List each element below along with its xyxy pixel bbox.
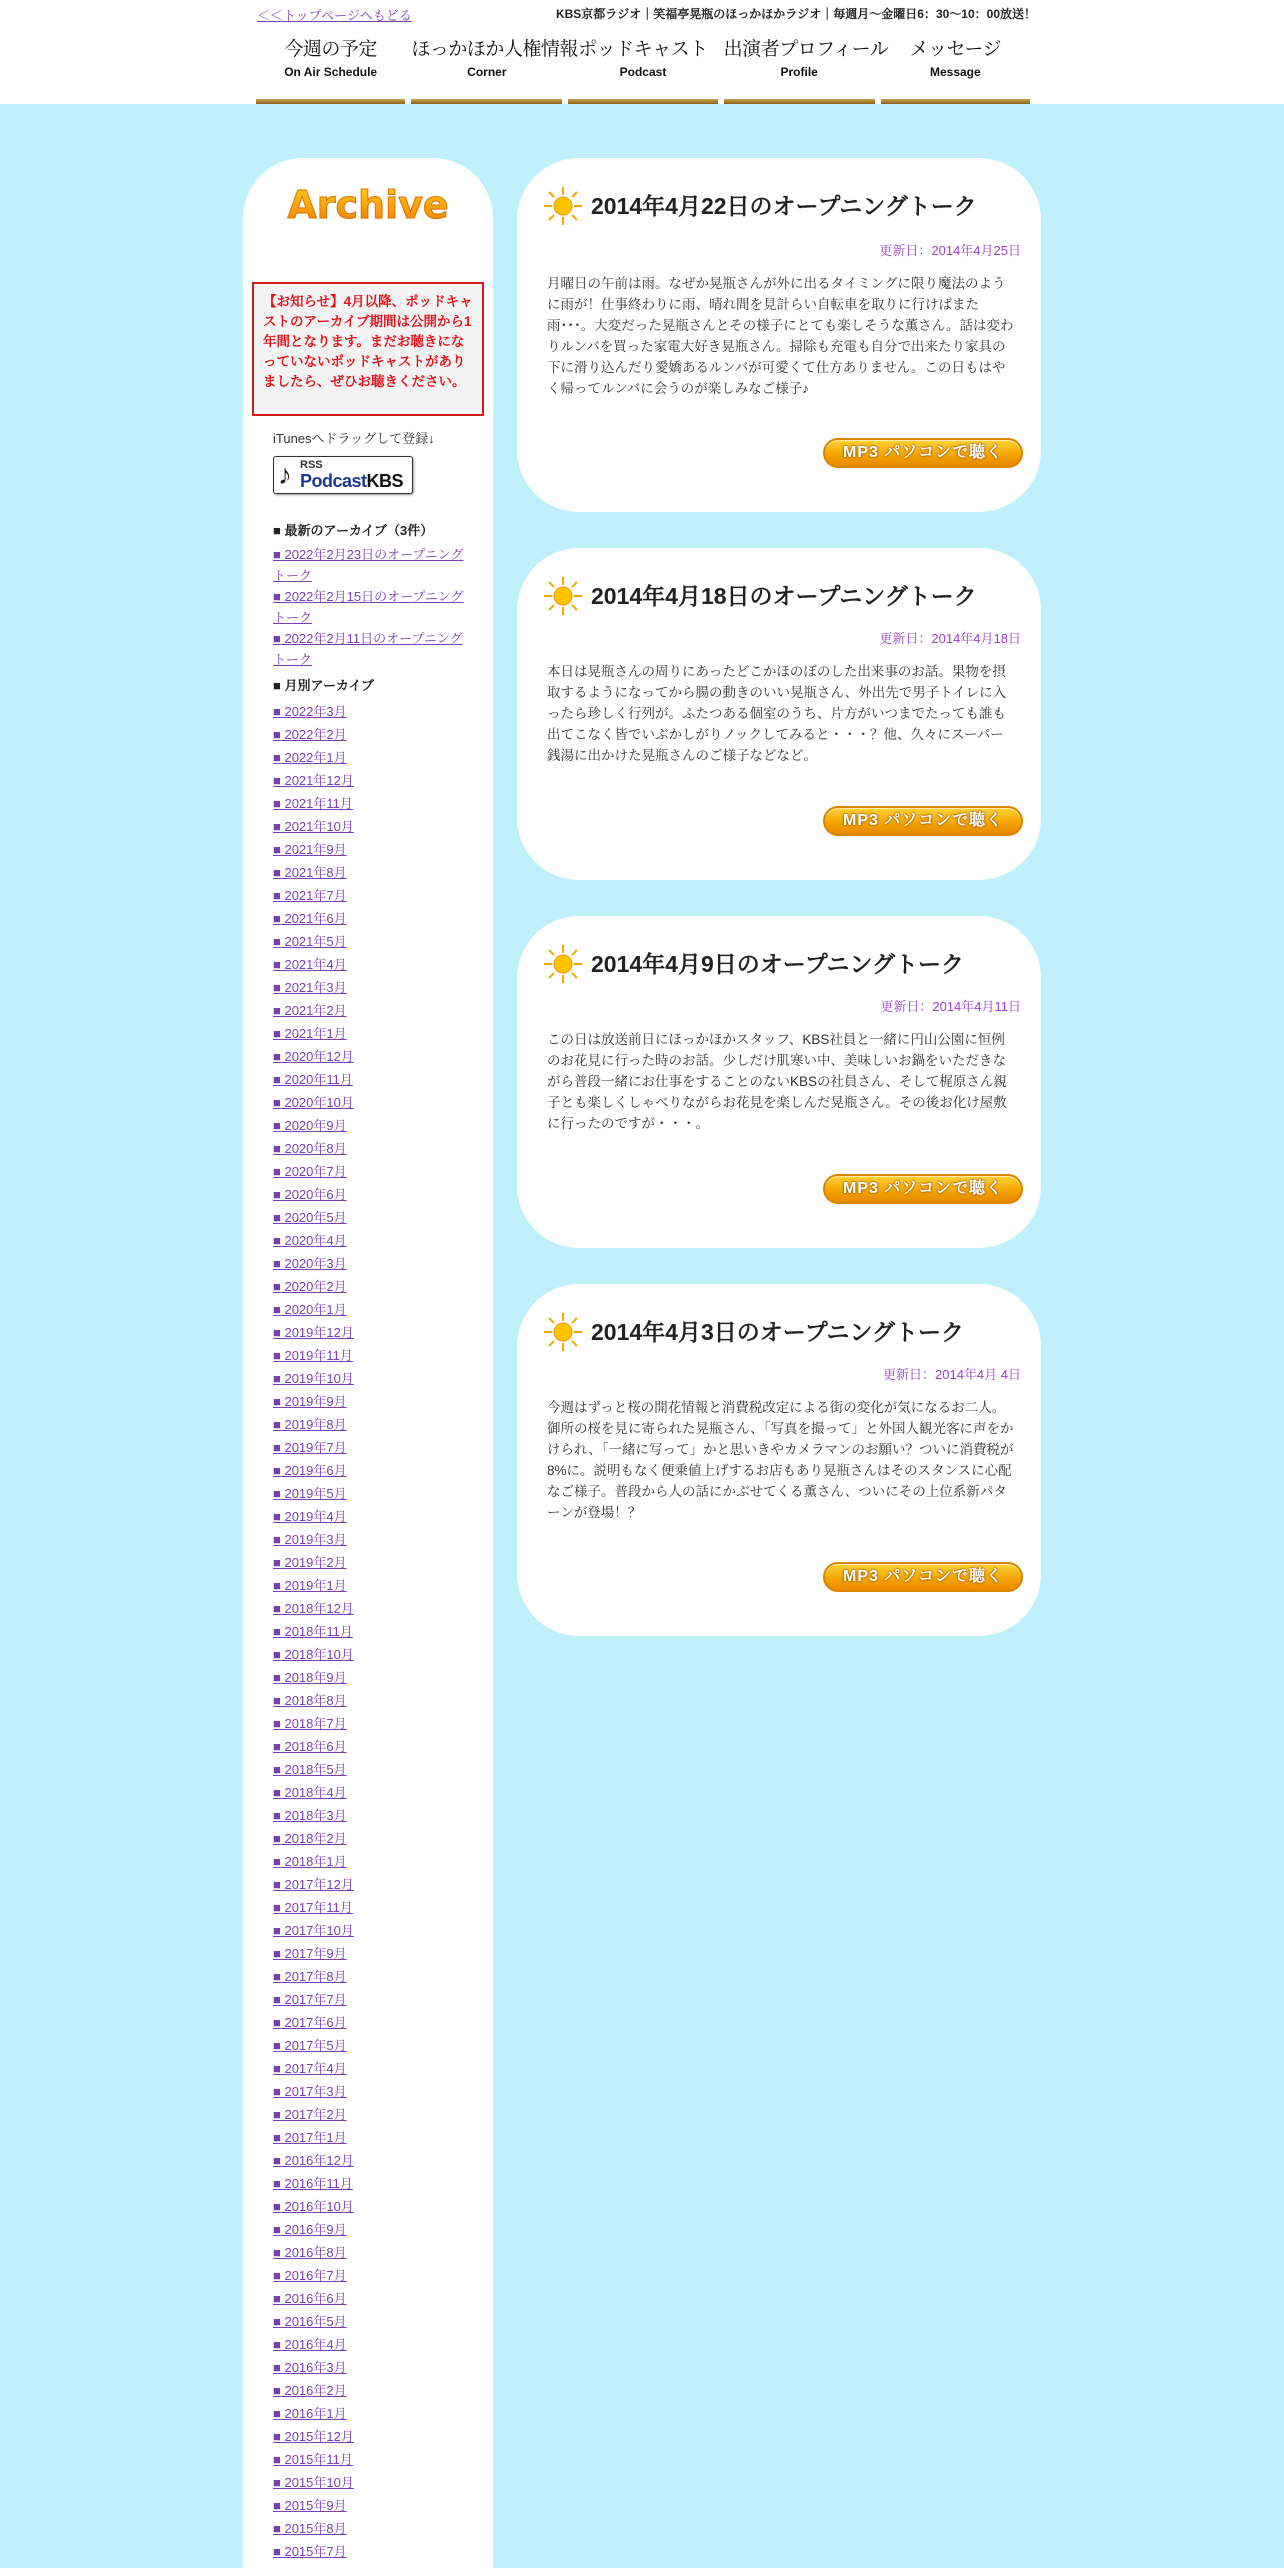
- post-title: 2014年4月18日のオープニングトーク: [591, 583, 977, 609]
- mp3-listen-button[interactable]: MP3 パソコンで聴く: [823, 1174, 1023, 1204]
- month-archive-link[interactable]: ■ 2018年12月: [273, 1601, 354, 1616]
- monthly-archive-list: [273, 700, 473, 2563]
- month-archive-link[interactable]: ■ 2018年7月: [273, 1716, 347, 1731]
- archive-logo: [287, 176, 449, 232]
- month-archive-link[interactable]: ■ 2020年5月: [273, 1210, 347, 1225]
- month-archive-link[interactable]: ■ 2017年10月: [273, 1923, 354, 1938]
- month-archive-link[interactable]: ■ 2021年4月: [273, 957, 347, 972]
- main-nav: [256, 30, 1030, 104]
- post-body: 今週はずっと桜の開花情報と消費税改定による街の変化が気になるお二人。御所の桜を見に寄られた晃瓶さん、「写真を撮って」と外国人観光客に声をかけられ、「一緒に写って」かと思いきやカメラマンのお願い？ついに消費税が8%に。説明もなく便乗値上げするお店もあり晃瓶さんはそのスタンスに心配なご様子。普段から人の話にかぶせてくる薫さん、ついにその上位系新パターンが登場！？: [547, 1400, 1014, 1520]
- rss-label: RSS: [300, 459, 323, 471]
- post-body: 月曜日の午前は雨。なぜか晃瓶さんが外に出るタイミングに限り魔法のように雨が！仕事終わりに雨、晴れ間を見計らい自転車を取りに行けばまた雨･･･。大変だった晃瓶さんとその様子にとても楽しそうな薫さん。話は変わりルンバを買った家電大好き晃瓶さん。掃除も充電も自分で出来たり家具の下に滑り込んだり愛嬌あるルンバが可愛くて仕方ありません。この日もはやく帰ってルンバに会うのが楽しみなご様子♪: [547, 276, 1014, 396]
- recent-archive-link[interactable]: ■ 2022年2月15日のオープニングトーク: [273, 589, 464, 625]
- month-archive-link[interactable]: ■ 2019年7月: [273, 1440, 347, 1455]
- month-archive-link[interactable]: ■ 2016年9月: [273, 2222, 347, 2237]
- month-archive-link[interactable]: ■ 2017年7月: [273, 1992, 347, 2007]
- month-archive-link[interactable]: ■ 2016年8月: [273, 2245, 347, 2260]
- month-archive-link[interactable]: ■ 2021年8月: [273, 865, 347, 880]
- nav-label-en: On Air Schedule: [284, 65, 378, 79]
- post-date: 更新日：2014年4月 4日: [883, 1367, 1021, 1382]
- post-date: 更新日：2014年4月11日: [880, 999, 1021, 1014]
- nav-item-schedule[interactable]: [256, 30, 405, 104]
- month-archive-link[interactable]: ■ 2015年11月: [273, 2452, 353, 2467]
- mp3-listen-button[interactable]: MP3 パソコンで聴く: [823, 1562, 1023, 1592]
- month-archive-link[interactable]: ■ 2015年10月: [273, 2475, 354, 2490]
- nav-item-podcast[interactable]: [568, 30, 717, 104]
- nav-underline: [256, 99, 405, 104]
- nav-item-corner[interactable]: [411, 30, 578, 104]
- month-archive-link[interactable]: ■ 2020年6月: [273, 1187, 347, 1202]
- month-archive-link[interactable]: ■ 2016年10月: [273, 2199, 354, 2214]
- month-archive-link[interactable]: ■ 2020年8月: [273, 1141, 347, 1156]
- month-archive-link[interactable]: ■ 2016年7月: [273, 2268, 347, 2283]
- nav-item-profile[interactable]: [723, 30, 889, 104]
- month-archive-link[interactable]: ■ 2016年11月: [273, 2176, 353, 2191]
- month-archive-link[interactable]: ■ 2021年9月: [273, 842, 347, 857]
- month-archive-link[interactable]: ■ 2016年12月: [273, 2153, 354, 2168]
- podcast-notice: 【お知らせ】4月以降、ポッドキャストのアーカイブ期間は公開から1年間となります。まだお聴きになっていないポッドキャストがありましたら、ぜひお聴きください。: [252, 282, 484, 416]
- month-archive-link[interactable]: ■ 2018年4月: [273, 1785, 347, 1800]
- mp3-listen-button[interactable]: MP3 パソコンで聴く: [823, 806, 1023, 836]
- recent-archive-heading: ■ 最新のアーカイブ（3件）: [273, 523, 434, 538]
- archive-logo-text: Archive: [287, 183, 449, 227]
- month-archive-link[interactable]: ■ 2019年3月: [273, 1532, 347, 1547]
- month-archive-link[interactable]: ■ 2020年7月: [273, 1164, 347, 1179]
- month-archive-link[interactable]: ■ 2019年11月: [273, 1348, 353, 1363]
- nav-label-jp: 今週の予定: [284, 38, 377, 60]
- month-archive-link[interactable]: ■ 2017年12月: [273, 1877, 354, 1892]
- post-card: [517, 158, 1041, 512]
- month-archive-link[interactable]: ■ 2020年3月: [273, 1256, 347, 1271]
- post-body: この日は放送前日にほっかほかスタッフ、KBS社員と一緒に円山公園に恒例のお花見に行った時のお話。少しだけ肌寒い中、美味しいお鍋をいただきながら普段一緒にお仕事をすることのないKBSの社員さん、そして梶原さん親子とも楽しくしゃべりながらお花見を楽しんだ晃瓶さん。その後お化け屋敷に行ったのですが・・・。: [547, 1032, 1007, 1131]
- post-card: [517, 548, 1041, 880]
- month-archive-link[interactable]: ■ 2022年1月: [273, 750, 347, 765]
- recent-archive-link[interactable]: ■ 2022年2月23日のオープニングトーク: [273, 547, 464, 583]
- month-archive-link[interactable]: ■ 2021年3月: [273, 980, 347, 995]
- sun-icon: [543, 576, 583, 616]
- month-archive-link[interactable]: ■ 2019年2月: [273, 1555, 347, 1570]
- month-archive-link[interactable]: ■ 2017年2月: [273, 2107, 347, 2122]
- month-archive-link[interactable]: ■ 2019年12月: [273, 1325, 354, 1340]
- nav-underline: [724, 99, 875, 104]
- month-archive-link[interactable]: ■ 2022年2月: [273, 727, 347, 742]
- nav-underline: [411, 99, 562, 104]
- month-archive-link[interactable]: ■ 2017年3月: [273, 2084, 347, 2099]
- month-archive-link[interactable]: ■ 2021年6月: [273, 911, 347, 926]
- sun-icon: [543, 944, 583, 984]
- mp3-listen-button[interactable]: MP3 パソコンで聴く: [823, 438, 1023, 468]
- month-archive-link[interactable]: ■ 2020年9月: [273, 1118, 347, 1133]
- month-archive-link[interactable]: ■ 2016年6月: [273, 2291, 347, 2306]
- nav-label-jp: ほっかほか人権情報: [411, 38, 578, 60]
- month-archive-link[interactable]: ■ 2018年5月: [273, 1762, 347, 1777]
- podcast-kbs-label: PodcastKBS: [300, 471, 404, 491]
- archive-sidebar: [243, 158, 493, 2568]
- month-archive-link[interactable]: ■ 2016年5月: [273, 2314, 347, 2329]
- month-archive-link[interactable]: ■ 2021年10月: [273, 819, 354, 834]
- month-archive-link[interactable]: ■ 2017年8月: [273, 1969, 347, 1984]
- post-title: 2014年4月22日のオープニングトーク: [591, 193, 977, 219]
- month-archive-link[interactable]: ■ 2020年12月: [273, 1049, 354, 1064]
- month-archive-link[interactable]: ■ 2021年5月: [273, 934, 347, 949]
- nav-underline: [881, 99, 1030, 104]
- nav-label-en: Message: [929, 65, 981, 79]
- nav-label-en: Podcast: [619, 65, 667, 79]
- nav-label-jp: ポッドキャスト: [578, 38, 708, 60]
- month-archive-link[interactable]: ■ 2019年1月: [273, 1578, 347, 1593]
- month-archive-link[interactable]: ■ 2018年9月: [273, 1670, 347, 1685]
- nav-item-message[interactable]: [881, 30, 1030, 104]
- recent-archive-link[interactable]: ■ 2022年2月11日のオープニングトーク: [273, 631, 463, 667]
- month-archive-link[interactable]: ■ 2022年3月: [273, 704, 347, 719]
- recent-archive-list: [273, 544, 473, 670]
- nav-underline: [568, 99, 717, 104]
- month-archive-link[interactable]: ■ 2015年8月: [273, 2521, 347, 2536]
- month-archive-link[interactable]: ■ 2017年5月: [273, 2038, 347, 2053]
- month-archive-link[interactable]: ■ 2020年4月: [273, 1233, 347, 1248]
- post-date: 更新日：2014年4月18日: [879, 631, 1021, 646]
- month-archive-link[interactable]: ■ 2018年6月: [273, 1739, 347, 1754]
- month-archive-link[interactable]: ■ 2019年10月: [273, 1371, 354, 1386]
- sun-icon: [543, 1312, 583, 1352]
- month-archive-link[interactable]: ■ 2017年4月: [273, 2061, 347, 2076]
- month-archive-link[interactable]: ■ 2015年12月: [273, 2429, 354, 2444]
- nav-label-jp: メッセージ: [909, 38, 1001, 60]
- month-archive-link[interactable]: ■ 2019年6月: [273, 1463, 347, 1478]
- nav-label-jp: 出演者プロフィール: [723, 38, 889, 60]
- post-card: [517, 1284, 1041, 1636]
- month-archive-link[interactable]: ■ 2016年1月: [273, 2406, 347, 2421]
- post-body: 本日は晃瓶さんの周りにあったどこかほのぼのした出来事のお話。果物を摂取するようになってから腸の動きのいい晃瓶さん、外出先で男子トイレに入ったら珍しく行列が。ふたつある個室のうち、片方がいつまでたっても誰も出てこなく皆でいぶかしがりノックしてみると・・・？他、久々にスーパー銭湯に出かけた晃瓶さんのご様子などなど。: [547, 664, 1007, 763]
- month-archive-link[interactable]: ■ 2020年2月: [273, 1279, 347, 1294]
- month-archive-link[interactable]: ■ 2019年9月: [273, 1394, 347, 1409]
- station-tagline: KBS京都ラジオ｜笑福亭晃瓶のほっかほかラジオ｜毎週月～金曜日6：30～10：00放送！: [555, 7, 1036, 21]
- sun-icon: [543, 186, 583, 226]
- month-archive-link[interactable]: ■ 2021年12月: [273, 773, 354, 788]
- itunes-label: iTunesへドラッグして登録↓: [273, 431, 435, 446]
- month-archive-link[interactable]: ■ 2020年10月: [273, 1095, 354, 1110]
- post-card: [517, 916, 1041, 1248]
- post-title: 2014年4月9日のオープニングトーク: [591, 951, 964, 977]
- back-to-top-link[interactable]: ＜＜トップページへもどる: [257, 8, 412, 23]
- month-archive-link[interactable]: ■ 2021年7月: [273, 888, 347, 903]
- month-archive-link[interactable]: ■ 2019年8月: [273, 1417, 347, 1432]
- month-archive-link[interactable]: ■ 2016年4月: [273, 2337, 347, 2352]
- post-date: 更新日：2014年4月25日: [879, 243, 1021, 258]
- post-title: 2014年4月3日のオープニングトーク: [591, 1319, 964, 1345]
- month-archive-link[interactable]: ■ 2018年3月: [273, 1808, 347, 1823]
- month-archive-link[interactable]: ■ 2017年9月: [273, 1946, 347, 1961]
- month-archive-link[interactable]: ■ 2021年2月: [273, 1003, 347, 1018]
- month-archive-link[interactable]: ■ 2020年1月: [273, 1302, 347, 1317]
- month-archive-link[interactable]: ■ 2018年1月: [273, 1854, 347, 1869]
- month-archive-link[interactable]: ■ 2017年1月: [273, 2130, 347, 2145]
- month-archive-link[interactable]: ■ 2015年7月: [273, 2544, 347, 2559]
- month-archive-link[interactable]: ■ 2020年11月: [273, 1072, 353, 1087]
- month-archive-link[interactable]: ■ 2018年10月: [273, 1647, 354, 1662]
- month-archive-link[interactable]: ■ 2019年5月: [273, 1486, 347, 1501]
- month-archive-link[interactable]: ■ 2021年1月: [273, 1026, 347, 1041]
- month-archive-link[interactable]: ■ 2018年11月: [273, 1624, 353, 1639]
- music-note-icon: ♪: [278, 459, 292, 490]
- month-archive-link[interactable]: ■ 2016年2月: [273, 2383, 347, 2398]
- rss-podcast-badge[interactable]: [273, 456, 413, 494]
- monthly-archive-heading: ■ 月別アーカイブ: [273, 678, 375, 693]
- month-archive-link[interactable]: ■ 2015年9月: [273, 2498, 347, 2513]
- month-archive-link[interactable]: ■ 2019年4月: [273, 1509, 347, 1524]
- month-archive-link[interactable]: ■ 2018年8月: [273, 1693, 347, 1708]
- month-archive-link[interactable]: ■ 2018年2月: [273, 1831, 347, 1846]
- nav-label-en: Corner: [467, 65, 507, 79]
- month-archive-link[interactable]: ■ 2016年3月: [273, 2360, 347, 2375]
- month-archive-link[interactable]: ■ 2017年6月: [273, 2015, 347, 2030]
- month-archive-link[interactable]: ■ 2017年11月: [273, 1900, 353, 1915]
- month-archive-link[interactable]: ■ 2021年11月: [273, 796, 353, 811]
- site-header: [0, 0, 1284, 104]
- nav-label-en: Profile: [780, 65, 818, 79]
